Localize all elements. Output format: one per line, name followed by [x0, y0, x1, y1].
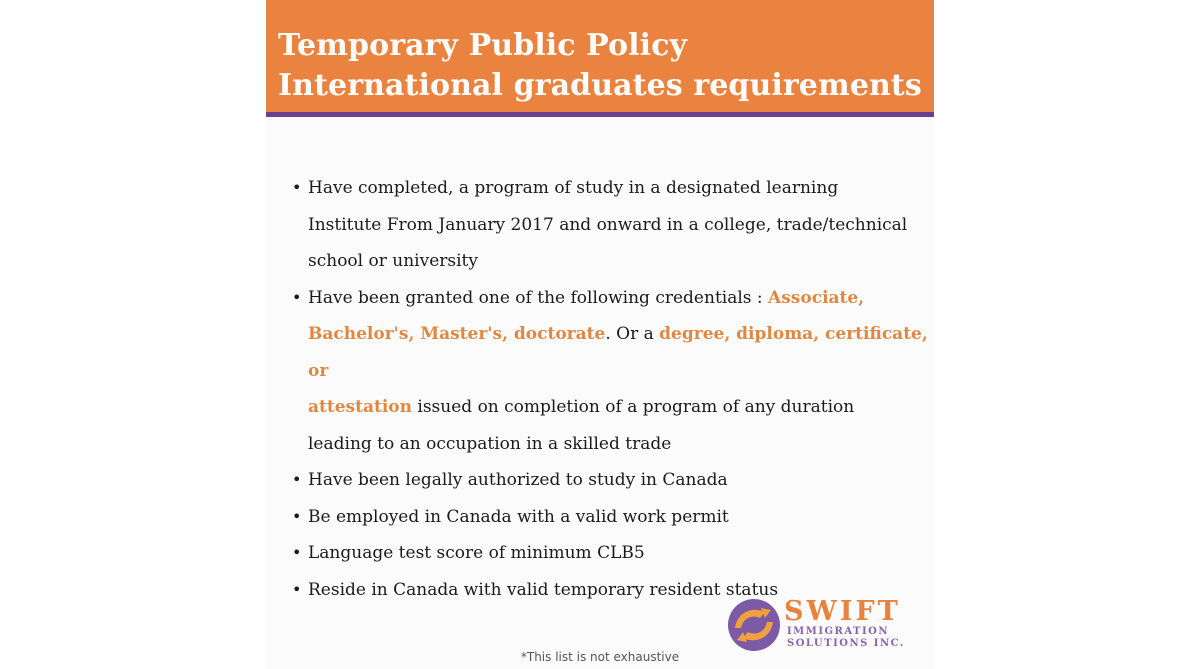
credential-highlight: degree, diploma, certificate, or — [308, 324, 928, 381]
title-banner — [266, 0, 934, 117]
requirement-item: • Have been legally authorized to study in Canada — [290, 462, 930, 499]
requirement-item: • Have been granted one of the following credentials : Associate, Bachelor's, Master's, doctorate. Or a degree, diploma, certificate, or attestation issued on completion of a program of any duration leading to an occupation in a skilled trade — [290, 280, 930, 463]
credential-highlight: attestation — [308, 397, 412, 417]
requirements-list — [290, 170, 930, 608]
title-line-2: International graduates requirements — [278, 68, 922, 103]
company-logo — [727, 596, 907, 652]
requirement-item: • Reside in Canada with valid temporary resident status — [290, 572, 930, 609]
swift-logo-icon — [727, 598, 781, 652]
requirement-item: • Have completed, a program of study in a designated learning Institute From January 2017 and onward in a college, trade/technical school or university — [290, 170, 930, 280]
page-title — [278, 26, 922, 106]
title-line-1: Temporary Public Policy — [278, 28, 688, 63]
credential-highlight: Associate, — [768, 287, 865, 308]
logo-wordmark: SWIFT — [784, 596, 901, 627]
requirement-item: • Be employed in Canada with a valid work permit — [290, 499, 930, 536]
requirement-item: • Language test score of minimum CLB5 — [290, 535, 930, 572]
logo-subtitle: IMMIGRATION SOLUTIONS INC. — [787, 626, 905, 649]
credential-highlight: Bachelor's, Master's, doctorate — [308, 324, 606, 344]
footnote: *This list is not exhaustive — [520, 650, 680, 664]
